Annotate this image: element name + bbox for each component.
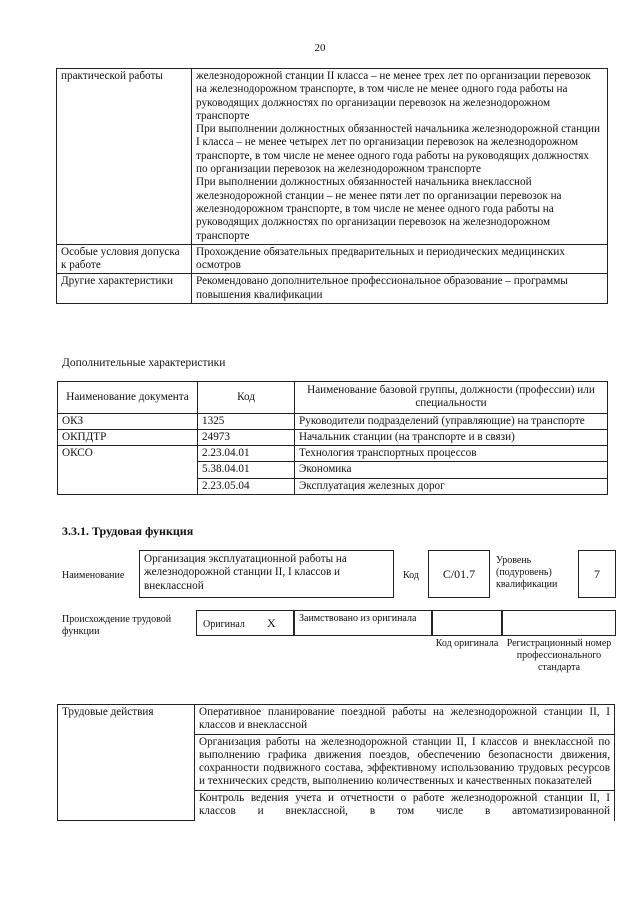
header-code: Код bbox=[198, 382, 295, 414]
name-label: Наименование bbox=[62, 570, 125, 581]
original-label: Оригинал bbox=[203, 619, 245, 630]
table-row bbox=[58, 429, 608, 445]
cell-doc: ОКЗ bbox=[58, 413, 198, 429]
origin-label: Происхождение трудовой функции bbox=[62, 614, 172, 637]
labor-action: Оперативное планирование поездной работы на железнодорожной станции II, I классов и внеклассной bbox=[195, 705, 615, 735]
cell-name: Руководители подразделений (управляющие) на транспорте bbox=[295, 413, 608, 429]
section-title: 3.3.1. Трудовая функция bbox=[62, 524, 194, 538]
table-row bbox=[58, 446, 608, 462]
cell-name: Эксплуатация железных дорог bbox=[295, 478, 608, 494]
header-name: Наименование базовой группы, должности (профессии) или специальности bbox=[295, 382, 608, 414]
table-row bbox=[57, 69, 608, 245]
original-cell bbox=[196, 610, 294, 636]
table-row bbox=[58, 705, 615, 735]
reg-number-label: Регистрационный номер профессионального стандарта bbox=[506, 638, 612, 673]
code-label: Код bbox=[403, 570, 419, 581]
cell-name: Технология транспортных процессов bbox=[295, 446, 608, 462]
row-value: Прохождение обязательных предварительных и периодических медицинских осмотров bbox=[192, 244, 608, 274]
qualification-level: 7 bbox=[578, 550, 616, 598]
paragraph: При выполнении должностных обязанностей начальника внеклассной железнодорожной станции – не менее пяти лет по организации перевозок на железнодорожном транспорте, в том числе не менее одного года работы на руководящих должностях по организации перевозок на железнодорожном транспорте bbox=[196, 176, 562, 242]
borrowed-label: Заимствовано из оригинала bbox=[294, 610, 432, 636]
row-label: Другие характеристики bbox=[57, 274, 192, 304]
cell-doc: ОКПДТР bbox=[58, 429, 198, 445]
table-row bbox=[57, 244, 608, 274]
reg-number-cell bbox=[502, 610, 616, 636]
row-label: Особые условия допуска к работе bbox=[57, 244, 192, 274]
function-code: C/01.7 bbox=[428, 550, 490, 598]
cell-name: Начальник станции (на транспорте и в связи) bbox=[295, 429, 608, 445]
cell-doc: ОКСО bbox=[58, 446, 198, 495]
paragraph: железнодорожной станции II класса – не менее трех лет по организации перевозок на железнодорожном транспорте, в том числе не менее одного года работы на руководящих должностях по организации перевозок на железнодорожном транспорте bbox=[196, 70, 591, 122]
code-original-cell bbox=[432, 610, 502, 636]
labor-action: Контроль ведения учета и отчетности о работе железнодорожной станции II, I классов и внеклассной, в том числе в автоматизированной bbox=[195, 790, 615, 821]
row-label: практической работы bbox=[57, 69, 192, 245]
level-label: Уровень (подуровень) квалификации bbox=[496, 555, 558, 590]
cell-code: 2.23.05.04 bbox=[198, 478, 295, 494]
original-mark: X bbox=[267, 616, 276, 630]
row-value bbox=[192, 69, 608, 245]
table-row bbox=[58, 413, 608, 429]
page-number: 20 bbox=[314, 42, 326, 54]
cell-code: 24973 bbox=[198, 429, 295, 445]
additional-title: Дополнительные характеристики bbox=[62, 357, 226, 369]
function-name: Организация эксплуатационной работы на железнодорожной станции II, I классов и внеклассной bbox=[139, 550, 394, 598]
cell-code: 5.38.04.01 bbox=[198, 462, 295, 478]
table-row bbox=[57, 274, 608, 304]
paragraph: При выполнении должностных обязанностей начальника железнодорожной станции I класса – не менее четырех лет по организации перевозок на железнодорожном транспорте, в том числе не менее одного года работы на руководящих должностях по организации перевозок на железнодорожном транспорте bbox=[196, 123, 601, 176]
labor-action: Организация работы на железнодорожной станции II, I классов и внеклассной по выполнению графика движения поездов, обеспечению безопасности движения, сохранности подвижного состава, эффективному использованию трудовых ресурсов и технических средств, выполнению количественных и качественных показателей bbox=[195, 734, 615, 790]
table-header-row bbox=[58, 382, 608, 414]
labor-actions-table bbox=[57, 704, 615, 821]
row-value: Рекомендовано дополнительное профессиональное образование – программы повышения квалификации bbox=[192, 274, 608, 304]
cell-name: Экономика bbox=[295, 462, 608, 478]
cell-code: 1325 bbox=[198, 413, 295, 429]
code-original-label: Код оригинала bbox=[435, 638, 499, 649]
labor-actions-label: Трудовые действия bbox=[58, 705, 195, 821]
cell-code: 2.23.04.01 bbox=[198, 446, 295, 462]
requirements-table bbox=[56, 68, 608, 304]
additional-table bbox=[57, 381, 608, 495]
header-doc: Наименование документа bbox=[58, 382, 198, 414]
